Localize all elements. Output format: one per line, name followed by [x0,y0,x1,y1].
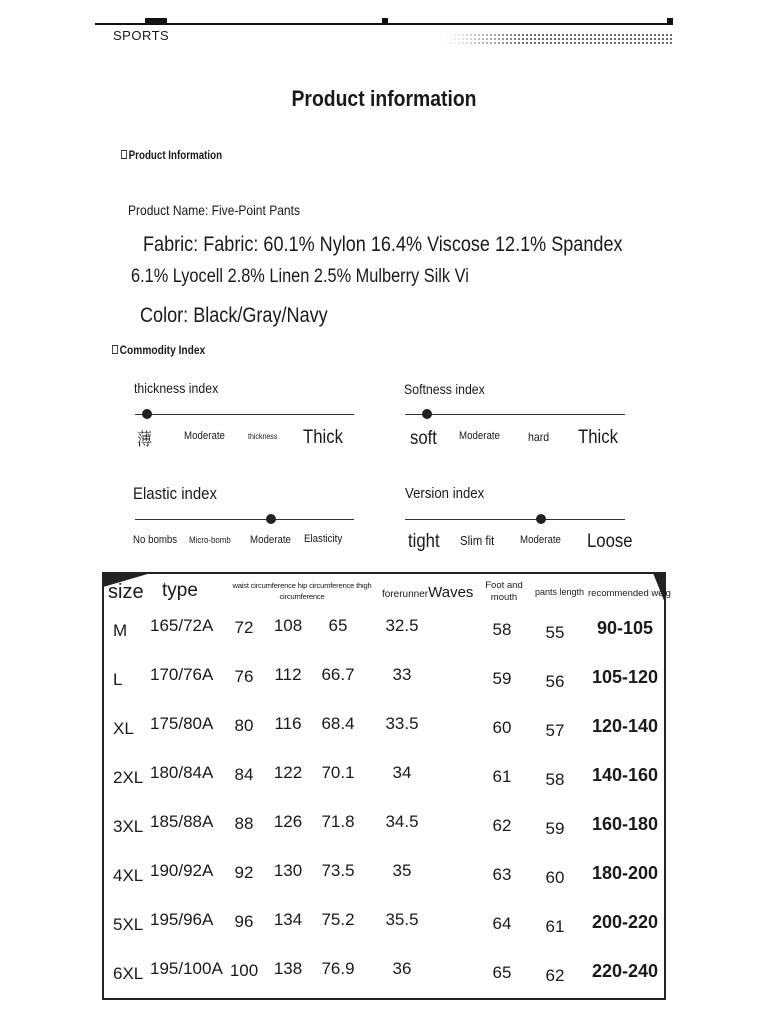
cell-forerunner: 35 [392,861,412,880]
size-table [102,572,671,1000]
cell-foot-mouth: 65 [492,963,512,982]
cell-waist: 96 [234,912,254,931]
cell-foot-mouth: 60 [492,718,512,737]
cell-thigh: 71.8 [321,812,355,831]
cell-foot-mouth: 61 [492,767,512,786]
elastic-label-no-bombs: No bombs [133,534,178,546]
cell-foot-mouth: 62 [492,816,512,835]
cell-waist: 72 [234,618,254,637]
cell-thigh: 66.7 [321,665,355,684]
table-row [104,959,664,1008]
cell-forerunner: 35.5 [385,910,419,929]
header-circumference-line-1: waist circumference hip circumference thigh [232,581,372,590]
cell-recommended-weight: 90-105 [596,618,654,638]
halftone-pattern [445,33,673,45]
thickness-label-moderate: Moderate [184,430,225,442]
softness-label-hard: hard [528,430,550,444]
softness-slider [405,414,625,415]
elastic-slider [135,519,354,520]
table-row [104,910,664,959]
softness-index-title: Softness index [404,381,485,397]
elastic-label-micro-bomb: Micro-bomb [189,535,231,545]
cell-type: 185/88A [150,812,214,831]
cell-pants-length: 62 [545,966,565,985]
cell-type: 195/96A [150,910,214,929]
elastic-label-elasticity: Elasticity [304,533,343,545]
cell-size: 3XL [113,817,144,836]
thickness-slider [135,414,354,415]
version-label-moderate: Moderate [520,534,561,546]
cell-waist: 76 [234,667,254,686]
cell-size: 2XL [113,768,144,787]
version-index-title: Version index [405,485,485,502]
cell-thigh: 75.2 [321,910,355,929]
cell-hip: 112 [274,665,302,684]
cell-type: 195/100A [150,959,223,978]
checkbox-icon [112,345,118,354]
table-row [104,763,664,812]
header-rule-tick [667,18,673,24]
cell-forerunner: 34.5 [385,812,419,831]
cell-forerunner: 33 [392,665,412,684]
cell-forerunner: 33.5 [385,714,419,733]
cell-thigh: 76.9 [321,959,355,978]
thickness-label-thickness: thickness [248,432,278,441]
header-foot-line-1: Foot and [485,580,523,591]
cell-forerunner: 34 [392,763,412,782]
cell-waist: 88 [234,814,254,833]
cell-hip: 116 [274,714,302,733]
header-rule-tab [145,18,167,24]
header-recommended-weight: recommended weig [588,588,671,599]
cell-thigh: 70.1 [321,763,355,782]
cell-type: 170/76A [150,665,214,684]
cell-pants-length: 56 [545,672,565,691]
thickness-index-title: thickness index [134,380,219,396]
fabric-line-2: 6.1% Lyocell 2.8% Linen 2.5% Mulberry Silk Vi [131,266,469,287]
version-label-slim-fit: Slim fit [460,533,495,548]
cell-recommended-weight: 180-200 [591,863,659,883]
header-pants-length: pants length [535,587,585,597]
cell-hip: 122 [273,763,303,782]
commodity-index-heading-text: Commodity Index [119,343,206,357]
cell-pants-length: 55 [545,623,565,642]
version-slider [405,519,625,520]
cell-waist: 92 [234,863,254,882]
cell-waist: 80 [234,716,254,735]
version-label-tight: tight [408,531,440,552]
product-name: Product Name: Five-Point Pants [128,202,300,218]
cell-recommended-weight: 160-180 [591,814,659,834]
cell-pants-length: 58 [545,770,565,789]
header-size: size [108,581,144,603]
table-row [104,665,664,714]
cell-foot-mouth: 59 [492,669,512,688]
cell-hip: 126 [273,812,303,831]
cell-pants-length: 61 [545,917,565,936]
cell-thigh: 68.4 [321,714,355,733]
cell-waist: 100 [229,961,259,980]
thickness-knob [142,409,152,419]
cell-hip: 108 [273,616,303,635]
fabric-line-1: Fabric: Fabric: 60.1% Nylon 16.4% Viscose 12.1% Spandex [143,233,623,256]
cell-size: L [113,670,123,689]
elastic-knob [266,514,276,524]
color-line: Color: Black/Gray/Navy [140,304,328,327]
cell-type: 180/84A [150,763,214,782]
cell-thigh: 73.5 [321,861,355,880]
product-info-heading-text: Product Information [128,150,223,162]
cell-recommended-weight: 200-220 [591,912,659,932]
cell-recommended-weight: 120-140 [591,716,659,736]
table-row [104,861,664,910]
header-type: type [162,580,198,601]
table-row [104,812,664,861]
cell-type: 190/92A [150,861,214,880]
header-foot-mouth [484,580,524,604]
cell-recommended-weight: 220-240 [591,961,659,981]
thickness-label-thick: Thick [303,427,343,448]
cell-pants-length: 57 [545,721,565,740]
cell-type: 175/80A [150,714,214,733]
cell-recommended-weight: 140-160 [591,765,659,785]
softness-label-soft: soft [410,428,437,449]
softness-knob [422,409,432,419]
cell-size: 6XL [113,964,144,983]
thickness-label-thin: 薄 [137,430,152,449]
cell-size: M [113,621,128,640]
cell-hip: 134 [273,910,303,929]
elastic-index-title: Elastic index [133,484,217,503]
cell-foot-mouth: 64 [492,914,512,933]
cell-hip: 138 [273,959,303,978]
header-forerunner-text: forerunner [382,589,429,600]
cell-size: XL [113,719,134,738]
cell-waist: 84 [234,765,254,784]
version-knob [536,514,546,524]
header-rule-tick [382,18,388,24]
version-label-loose: Loose [587,531,633,552]
header-waves: Waves [428,584,474,601]
commodity-index-heading [112,343,205,357]
softness-label-moderate: Moderate [459,430,500,442]
cell-size: 4XL [113,866,144,885]
cell-foot-mouth: 63 [492,865,512,884]
page-title: Product information [291,86,477,111]
header-circumference-line-2: circumference [279,592,325,601]
cell-size: 5XL [113,915,144,934]
table-row [104,616,664,665]
cell-type: 165/72A [150,616,214,635]
cell-pants-length: 60 [545,868,565,887]
table-row [104,714,664,763]
product-info-heading [121,150,222,162]
cell-foot-mouth: 58 [492,620,512,639]
checkbox-icon [121,150,127,159]
brand-label: SPORTS [113,28,170,43]
cell-thigh: 65 [328,616,348,635]
cell-forerunner: 36 [392,959,412,978]
softness-label-thick: Thick [578,427,618,448]
cell-pants-length: 59 [545,819,565,838]
header-circumference [222,580,382,602]
cell-forerunner: 32.5 [385,616,419,635]
cell-recommended-weight: 105-120 [591,667,659,687]
header-foot-line-2: mouth [490,592,518,603]
header-forerunner [382,584,473,601]
elastic-label-moderate: Moderate [250,534,291,546]
cell-hip: 130 [273,861,303,880]
